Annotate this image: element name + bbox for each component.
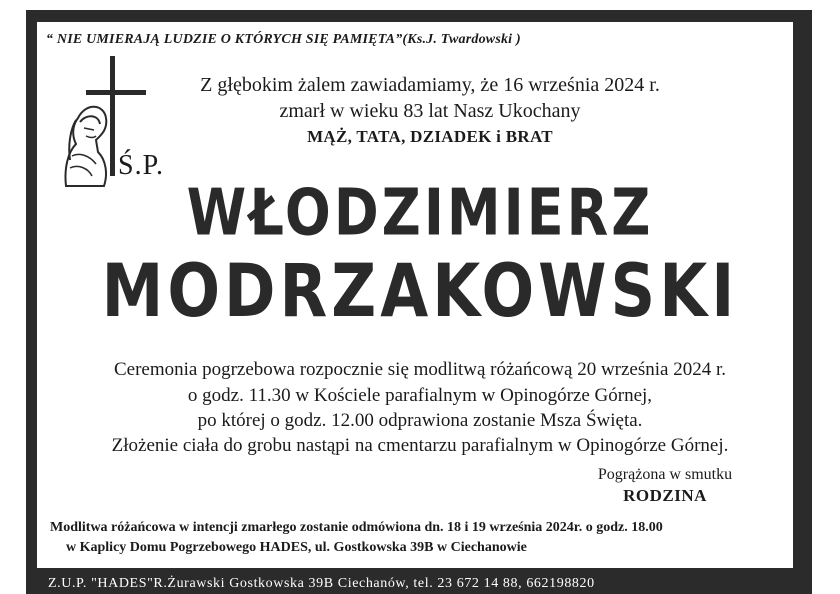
- sp-label: Ś.P.: [118, 150, 165, 181]
- announcement-line-1: Z głębokim żalem zawiadamiamy, że 16 września 2024 r.: [200, 74, 660, 96]
- announcement-line-2: zmarł w wieku 83 lat Nasz Ukochany: [279, 100, 581, 122]
- quote-text: “ NIE UMIERAJĄ LUDZIE O KTÓRYCH SIĘ PAMIĘTA”: [46, 32, 403, 47]
- rosary-line-2: w Kaplicy Domu Pogrzebowego HADES, ul. Gostkowska 39B w Ciechanowie: [66, 540, 527, 555]
- ceremony-line-3: po której o godz. 12.00 odprawiona zostanie Msza Święta.: [197, 410, 643, 431]
- rosary-line-1: Modlitwa różańcowa w intencji zmarłego zostanie odmówiona dn. 18 i 19 września 2024r. o godz. 18.00: [50, 520, 663, 535]
- quote-author: (Ks.J. Twardowski ): [402, 32, 521, 47]
- ceremony-line-4: Złożenie ciała do grobu nastąpi na cmentarzu parafialnym w Opinogórze Górnej.: [111, 435, 729, 456]
- quote: [46, 32, 646, 48]
- family-signature: RODZINA: [623, 486, 707, 505]
- relation-text: MĄŻ, TATA, DZIADEK i BRAT: [307, 127, 553, 146]
- deceased-last-name: MODRZAKOWSKI: [101, 247, 739, 334]
- funeral-home-footer: Z.U.P. "HADES"R.Żurawski Gostkowska 39B Ciechanów, tel. 23 672 14 88, 662198820: [48, 576, 595, 591]
- ceremony-line-1: Ceremonia pogrzebowa rozpocznie się modlitwą różańcową 20 września 2024 r.: [114, 359, 726, 380]
- deceased-first-name: WŁODZIMIERZ: [186, 175, 654, 250]
- ceremony-line-2: o godz. 11.30 w Kościele parafialnym w Opinogórze Górnej,: [187, 385, 653, 406]
- mourning-text: Pogrążona w smutku: [597, 466, 733, 483]
